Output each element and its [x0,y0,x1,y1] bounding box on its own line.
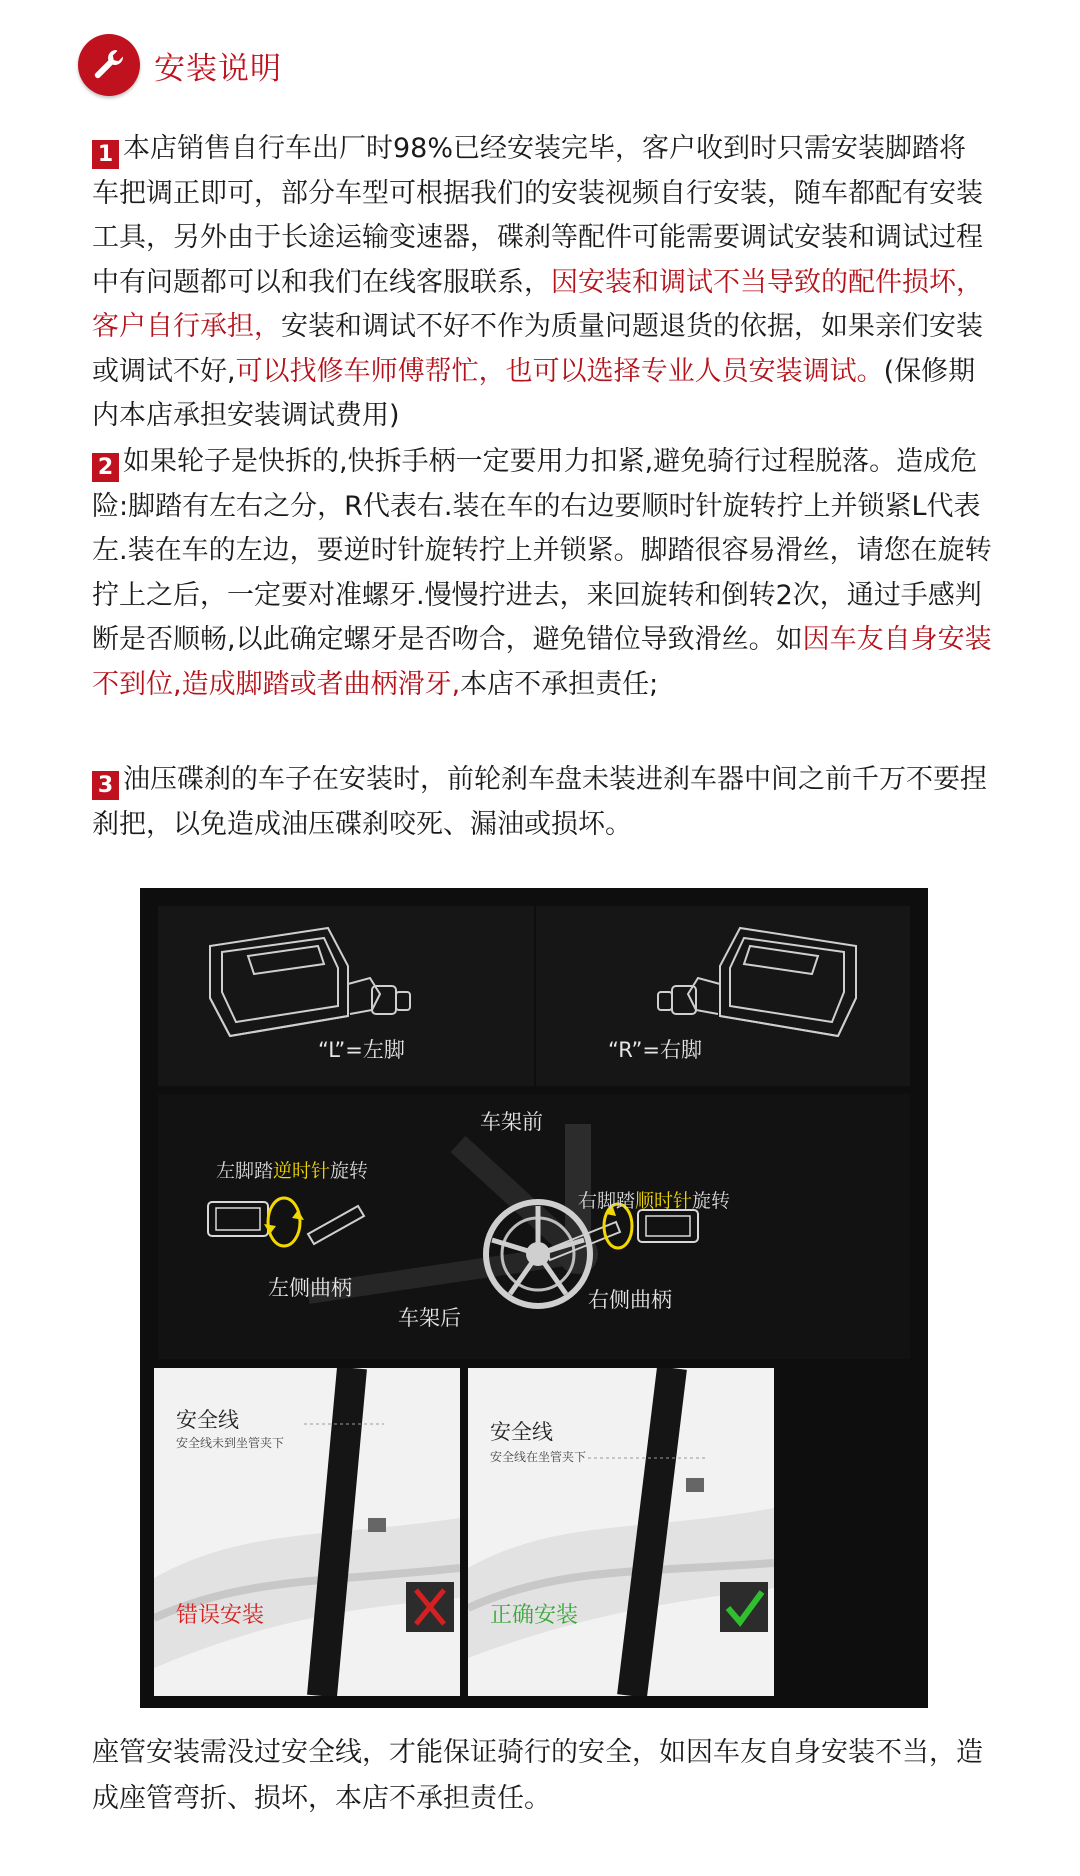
frame-front-label: 车架前 [480,1110,543,1134]
instruction-1-warning-b: 可以找修车师傅帮忙，也可以选择专业人员安装调试。 [235,355,884,387]
correct-install-photo [468,1368,774,1696]
pedal-right-panel [536,906,910,1086]
wrench-icon [78,34,140,96]
wrong-safety-line-note: 安全线未到坐管夹下 [176,1436,285,1450]
pedal-right-label: “R”=右脚 [608,1038,702,1062]
installation-diagram [140,888,928,1708]
instruction-2-text-a: 如果轮子是快拆的,快拆手柄一定要用力扣紧,避免骑行过程脱落。造成危险:脚踏有左右之分，R代表右.装在车的右边要顺时针旋转拧上并锁紧L代表左.装在车的左边，要逆时针旋转拧上并锁紧。脚踏很容易滑丝，请您在旋转拧上之后，一定要对准螺牙.慢慢拧进去，来回旋转和倒转2次，通过手感判断是否顺畅,以此确定螺牙是否吻合，避免错位导致滑丝。如 [92,446,992,655]
instruction-2-warning: 因车友自身安装不到位,造成脚踏或者曲柄滑牙, [92,624,992,700]
right-rotation-label [578,1186,730,1213]
correct-safety-line-note: 安全线在坐管夹下 [490,1450,587,1464]
right-rotation-text-a: 右脚踏 [578,1190,636,1212]
wrong-install-photo [154,1368,460,1696]
instruction-1-text-b: 安装和调试不好不作为质量问题退货的依据，如果亲们安装或调试不好, [92,311,983,387]
pedal-left-label: “L”=左脚 [318,1038,405,1062]
correct-safety-line-title: 安全线 [490,1420,553,1444]
right-crank-label: 右侧曲柄 [588,1288,672,1312]
left-rotation-direction: 逆时针 [273,1160,331,1182]
instruction-2-text-b: 本店不承担责任; [460,668,659,700]
instruction-1-text-c: (保修期内本店承担安装调试费用) [92,355,976,431]
instruction-2 [92,440,992,707]
instruction-1-text-a: 本店销售自行车出厂时98%已经安装完毕，客户收到时只需安装脚踏将车把调正即可，部分车型可根据我们的安装视频自行安装，随车都配有安装工具，另外由于长途运输变速器，碟刹等配件可能需要调试安装和调试过程中有问题都可以和我们在线客服联系， [92,133,983,298]
step-number-2: 2 [92,453,119,482]
right-rotation-text-c: 旋转 [692,1190,731,1212]
left-rotation-label [216,1156,368,1183]
step-number-3: 3 [92,771,119,800]
correct-install-label: 正确安装 [490,1603,579,1628]
left-rotation-text-a: 左脚踏 [216,1160,274,1182]
wrong-safety-line-title: 安全线 [176,1408,239,1432]
instruction-1-warning-a: 因安装和调试不当导致的配件损坏，客户自行承担， [92,266,983,342]
left-rotation-text-c: 旋转 [330,1160,369,1182]
wrong-install-label: 错误安装 [176,1603,265,1628]
step-number-1: 1 [92,140,119,169]
section-header [78,30,282,100]
right-rotation-direction: 顺时针 [635,1190,693,1212]
right-pedal-illustration [536,906,910,1086]
pedal-left-panel [158,906,534,1086]
page-title: 安装说明 [154,50,282,87]
instruction-3-text: 油压碟刹的车子在安装时，前轮刹车盘未装进刹车器中间之前千万不要捏刹把，以免造成油压碟刹咬死、漏油或损坏。 [92,764,987,840]
left-crank-label: 左侧曲柄 [268,1276,352,1300]
seatpost-note: 座管安装需没过安全线，才能保证骑行的安全，如因车友自身安装不当，造成座管弯折、损坏，本店不承担责任。 [92,1737,983,1814]
instruction-3 [92,758,992,847]
instruction-1 [92,127,992,439]
crank-panel [158,1094,910,1359]
frame-rear-label: 车架后 [398,1306,461,1330]
